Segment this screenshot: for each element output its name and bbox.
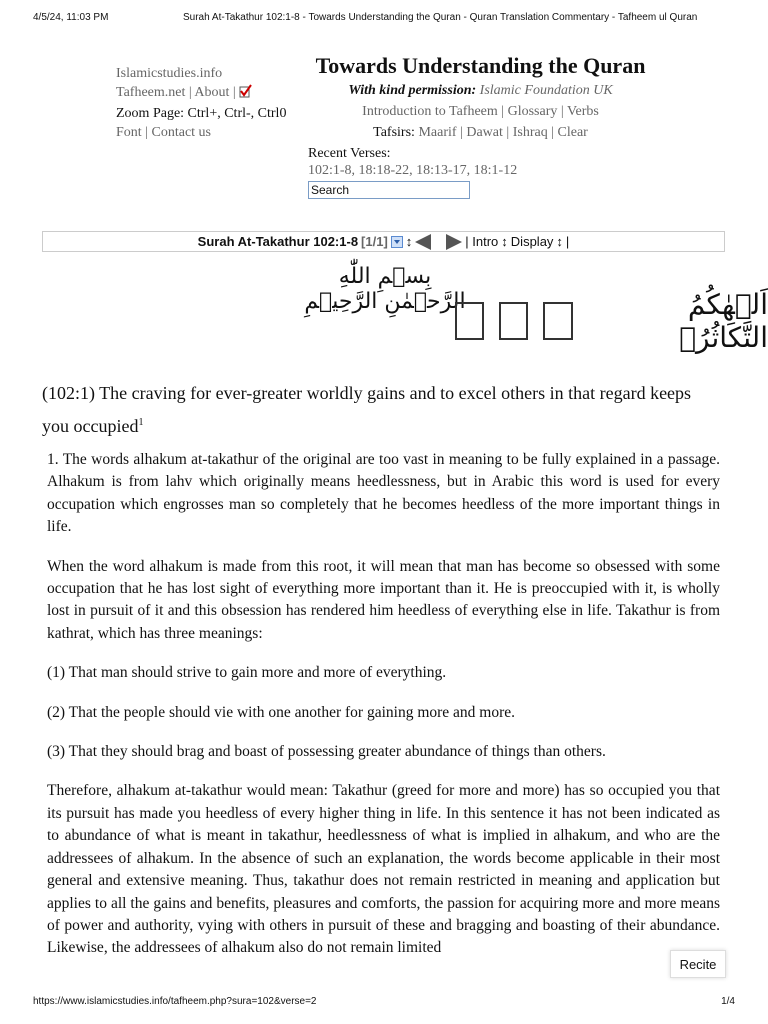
previous-arrow-icon[interactable] xyxy=(415,234,431,250)
separator: | xyxy=(502,125,513,140)
recite-button[interactable]: Recite xyxy=(670,950,726,978)
permission-source-link[interactable]: Islamic Foundation UK xyxy=(479,83,613,98)
contact-link[interactable]: Contact us xyxy=(151,125,211,140)
separator: | xyxy=(565,234,570,249)
islamicstudies-link[interactable]: Islamicstudies.info xyxy=(116,66,223,81)
verbs-link[interactable]: Verbs xyxy=(566,104,599,119)
tafsir-ishraq-link[interactable]: Ishraq xyxy=(512,125,548,140)
clear-link[interactable]: Clear xyxy=(557,125,588,140)
tafsirs-label: Tafsirs: xyxy=(373,125,415,140)
print-page-number: 1/4 xyxy=(721,996,735,1007)
commentary-paragraph: When the word alhakum is made from this root, it will mean that man has become so obsessed with some occupation that he has lost sight of everything more important than it. He is preoccupied with it, is wholly lost in pursuit of it and this obsession has rendered him heedless of everything else in life. Takathur is from kathrat, which has three meanings: xyxy=(47,557,720,642)
separator: | xyxy=(185,85,195,100)
commentary-paragraph: Therefore, alhakum at-takathur would mean: Takathur (greed for more and more) has so occupied you that its pursuit has made you heedless of every higher thing in life. In this sentence it has not been indicated as to abundance of what is meant in takathur, heedlessness of what is implied in alhakum, and who are the addressees of alhakum. In the absence of such an explanation, the words become applicable in their most general and extensive meaning. Thus, takathur does not remain restricted in meaning and application but applies to all the gains and benefits, pleasures and comforts, the passion for acquiring more and more means of power and authority, vying with others in pursuit of these and bragging and boasting of their abundance. Likewise, the addressees of alhakum also do not remain limited xyxy=(47,782,720,957)
translation-text: (102:1) The craving for ever-greater worldly gains and to excel others in that regard keeps you occupied xyxy=(42,383,692,436)
commentary-paragraph: 1. The words alhakum at-takathur of the original are too vast in meaning to be fully explained in a passage. Alhakum is from lahv which originally means heedlessness, but in Arabic this word is used for every occupation which engrosses man so completely that he becomes heedless of the more important things in life. xyxy=(47,451,720,536)
page-title: Towards Understanding the Quran xyxy=(315,53,646,78)
verse-arabic-row xyxy=(455,288,768,354)
up-down-arrow-icon[interactable]: ↕ xyxy=(405,234,413,249)
bismillah: بِسۡمِ اللّٰهِ الرَّحۡمٰنِ الرَّحِيۡمِ xyxy=(304,264,466,314)
print-url: https://www.islamicstudies.info/tafheem.php?sura=102&verse=2 xyxy=(33,996,317,1007)
separator: | xyxy=(141,125,152,140)
commentary-paragraph: (2) That the people should vie with one another for gaining more and more. xyxy=(47,703,516,721)
display-link[interactable]: Display xyxy=(510,234,554,249)
font-link[interactable]: Font xyxy=(116,125,142,140)
up-down-arrow-icon[interactable]: ↕ xyxy=(556,234,563,249)
site-header xyxy=(308,52,653,199)
glossary-link[interactable]: Glossary xyxy=(507,104,558,119)
footnote-marker[interactable]: 1 xyxy=(138,417,144,428)
separator: | xyxy=(229,85,236,100)
recent-verses-label: Recent Verses: xyxy=(308,146,391,161)
page-count: [1/1] xyxy=(361,234,388,249)
search-input[interactable] xyxy=(308,181,470,199)
verse-arabic-text: اَلۡهٰكُمُ التَّكَاثُرُۙ xyxy=(679,288,768,354)
missing-glyph-box xyxy=(455,302,484,340)
verse-translation xyxy=(42,378,702,441)
surah-navigation-bar xyxy=(42,231,725,252)
about-link[interactable]: About xyxy=(194,85,230,100)
separator: | xyxy=(456,125,467,140)
intro-link[interactable]: | Intro xyxy=(465,234,499,249)
checkmark-icon[interactable] xyxy=(239,84,252,104)
site-links-panel xyxy=(116,64,286,142)
up-down-arrow-icon[interactable]: ↕ xyxy=(501,234,508,249)
print-doc-title: Surah At-Takathur 102:1-8 - Towards Understanding the Quran - Quran Translation Commentary - Tafheem ul Quran xyxy=(183,12,698,23)
permission-label: With kind permission: xyxy=(348,83,477,98)
separator: | xyxy=(547,125,558,140)
intro-tafheem-link[interactable]: Introduction to Tafheem xyxy=(362,104,498,119)
print-date: 4/5/24, 11:03 PM xyxy=(33,12,109,23)
surah-title: Surah At-Takathur 102:1-8 xyxy=(197,234,359,249)
commentary-paragraph: (3) That they should brag and boast of possessing greater abundance of things than others. xyxy=(47,743,606,761)
tafsir-maarif-link[interactable]: Maarif xyxy=(418,125,457,140)
commentary xyxy=(47,449,720,977)
separator: | xyxy=(557,104,567,119)
dropdown-icon[interactable] xyxy=(391,236,403,248)
next-arrow-icon[interactable] xyxy=(446,234,462,250)
tafsir-dawat-link[interactable]: Dawat xyxy=(466,125,503,140)
zoom-hint: Zoom Page: Ctrl+, Ctrl-, Ctrl0 xyxy=(116,106,287,121)
commentary-paragraph: (1) That man should strive to gain more and more of everything. xyxy=(47,664,447,682)
missing-glyph-box xyxy=(543,302,572,340)
missing-glyph-box xyxy=(499,302,528,340)
separator: | xyxy=(497,104,508,119)
recent-verses-links[interactable]: 102:1-8, 18:18-22, 18:13-17, 18:1-12 xyxy=(308,163,518,178)
tafheem-net-link[interactable]: Tafheem.net xyxy=(116,85,186,100)
